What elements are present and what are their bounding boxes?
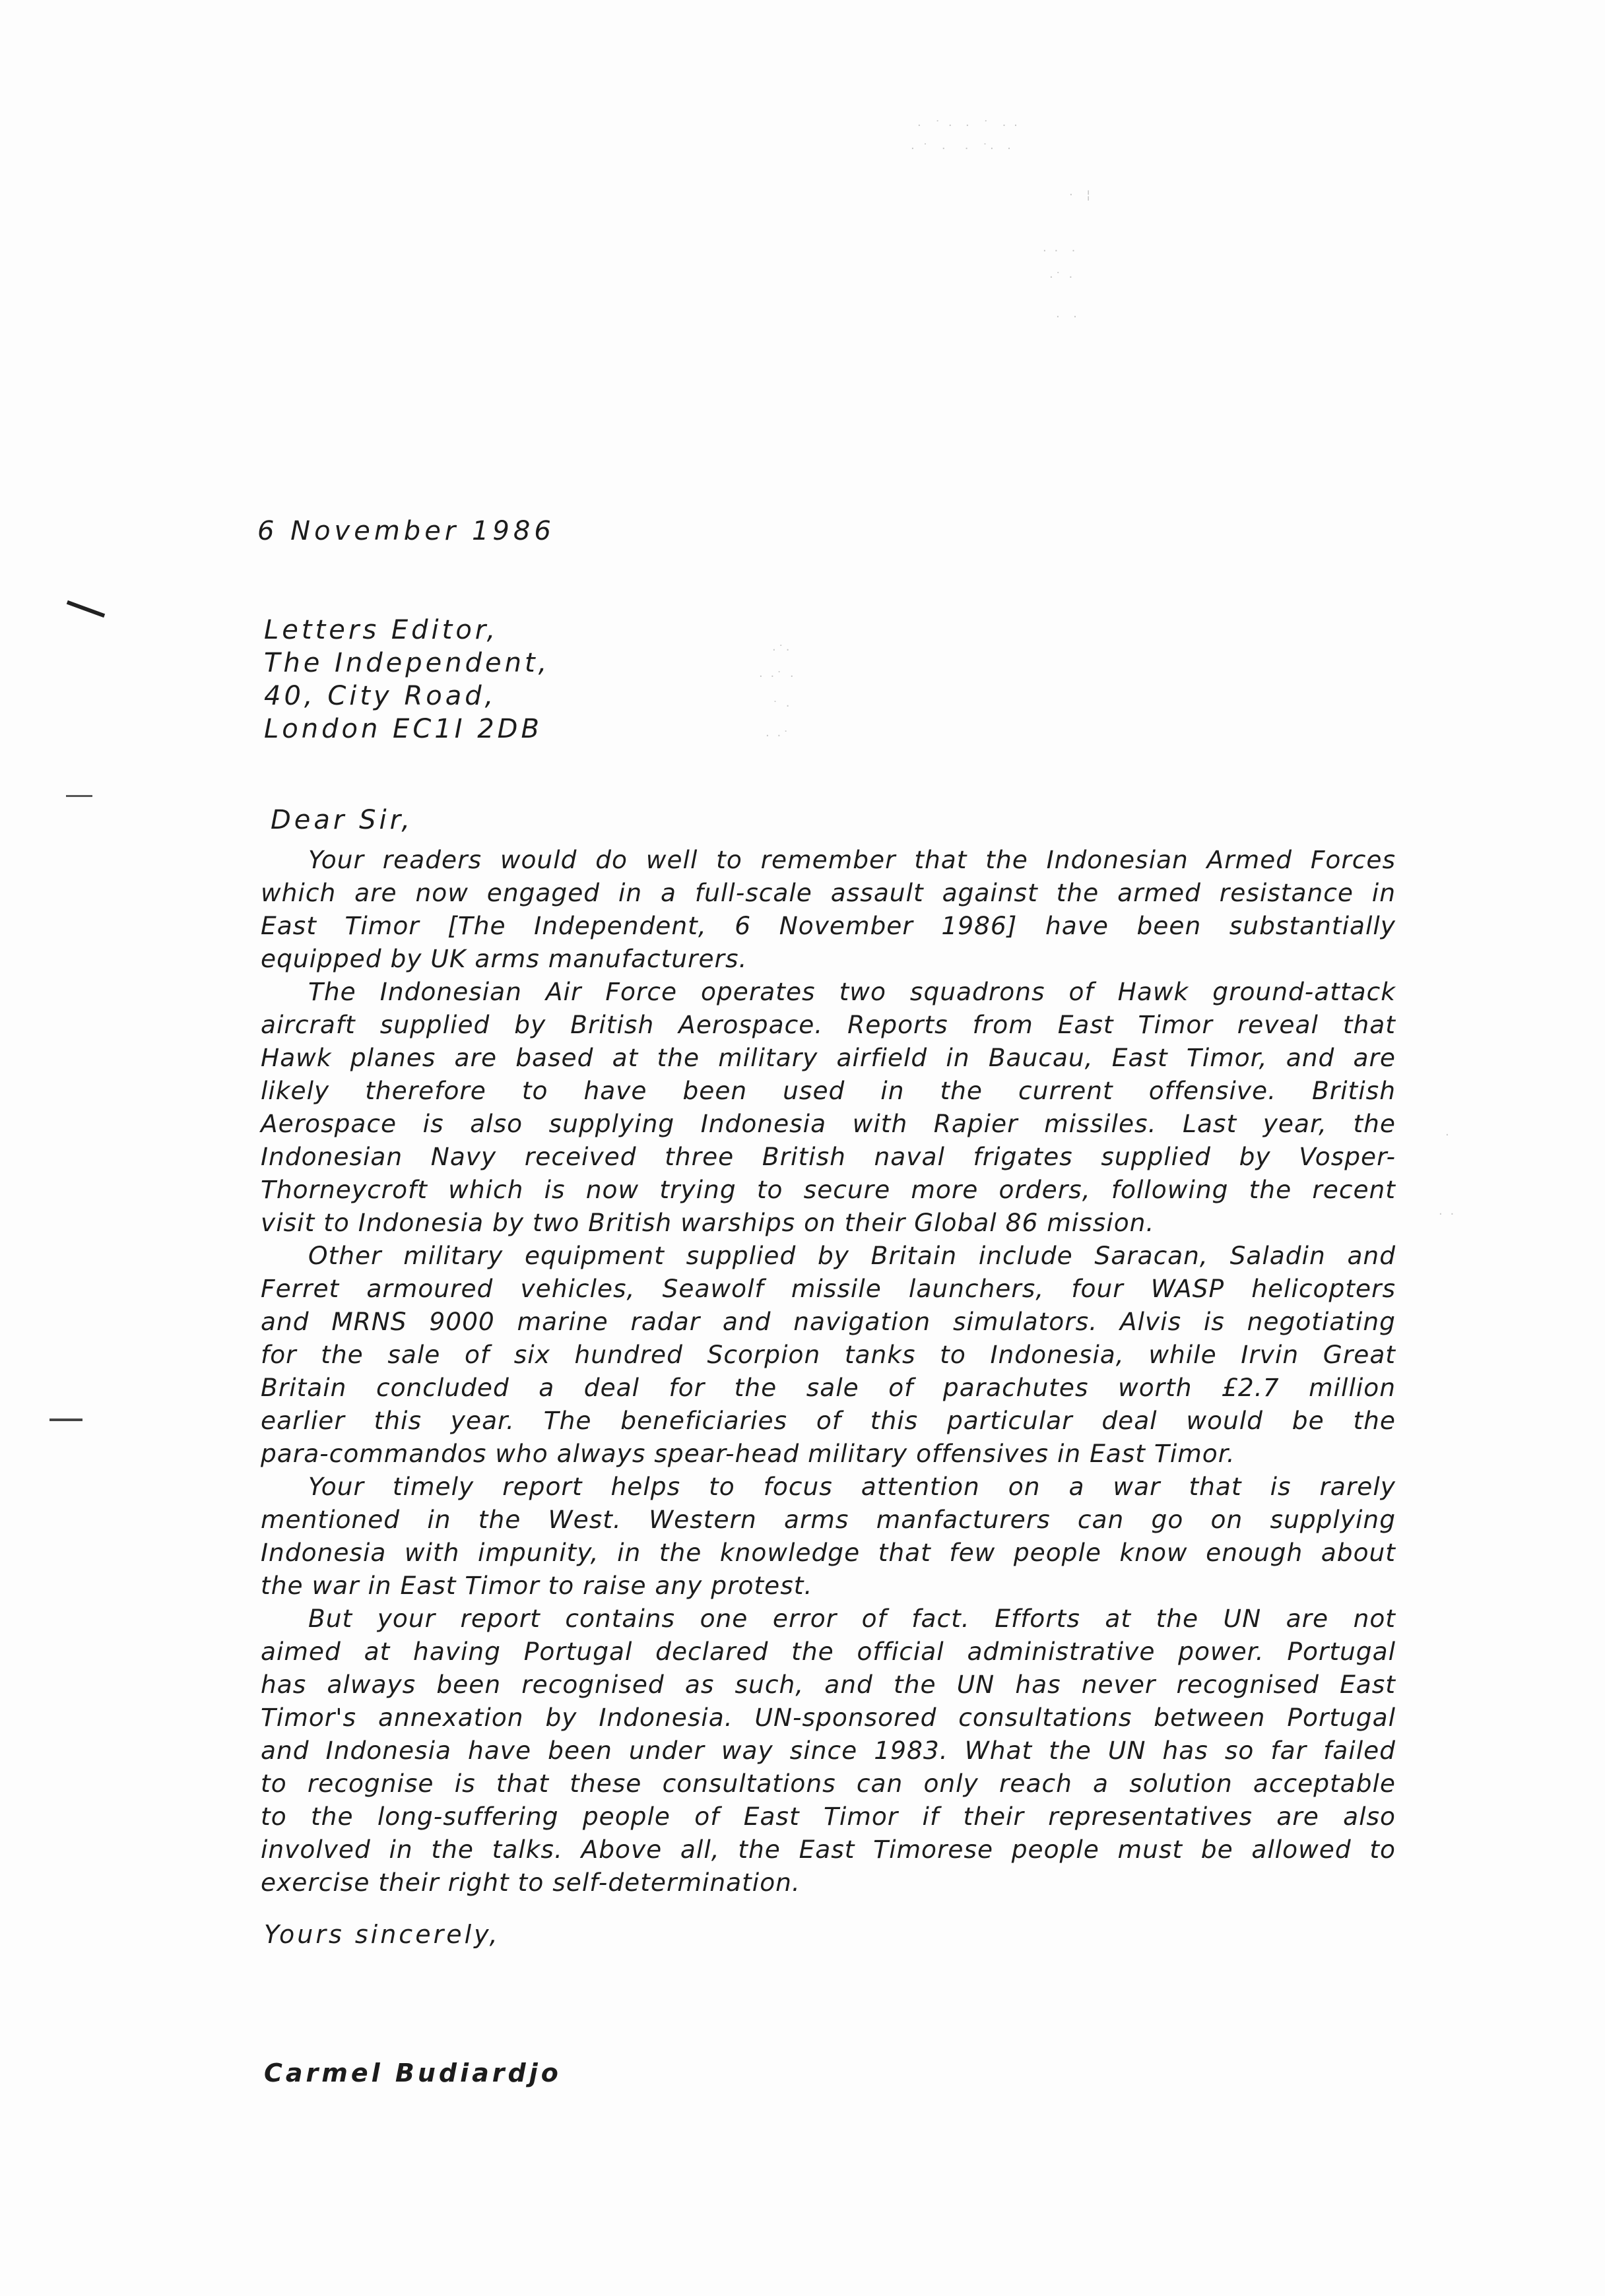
body-line: Britain concluded a deal for the sale of parachutes worth £2.7 million	[261, 1373, 1396, 1402]
body-line: equipped by UK arms manufacturers.	[261, 944, 748, 973]
address-line: London EC1I 2DB	[264, 714, 542, 744]
scan-noise-11: ·	[1445, 1128, 1451, 1142]
letter-date: 6 November 1986	[257, 516, 555, 546]
body-line: likely therefore to have been used in the current offensive. British	[261, 1076, 1396, 1105]
scan-noise-5: ·˙ ·	[1049, 271, 1075, 284]
body-line: But your report contains one error of fact. Efforts at the UN are not	[308, 1604, 1396, 1633]
body-line: Indonesian Navy received three British naval frigates supplied by Vosper-	[261, 1142, 1396, 1171]
body-line: Thorneycroft which is now trying to secure more orders, following the recent	[261, 1175, 1396, 1204]
scan-noise-3: · ¦	[1069, 188, 1093, 202]
body-line: Your timely report helps to focus attention on a war that is rarely	[308, 1472, 1396, 1501]
body-line: aimed at having Portugal declared the official administrative power. Portugal	[261, 1637, 1396, 1666]
salutation: Dear Sir,	[271, 805, 414, 835]
body-line: para-commandos who always spear-head military offensives in East Timor.	[261, 1439, 1235, 1468]
body-line: earlier this year. The beneficiaries of this particular deal would be the	[261, 1406, 1396, 1435]
body-line: Hawk planes are based at the military airfield in Baucau, East Timor, and are	[261, 1043, 1396, 1072]
scan-noise-9: ˙ ·	[772, 699, 792, 713]
signature: Carmel Budiardjo	[264, 2058, 562, 2088]
body-line: Aerospace is also supplying Indonesia with Rapier missiles. Last year, the	[261, 1109, 1396, 1138]
address-line: Letters Editor,	[264, 615, 499, 645]
body-line: Other military equipment supplied by Britain include Saracan, Saladin and	[308, 1241, 1396, 1270]
body-line: and Indonesia have been under way since 1983. What the UN has so far failed	[261, 1736, 1396, 1765]
scan-noise-10: · ·˙	[766, 729, 791, 743]
scan-noise-7: ·˙·	[772, 643, 792, 657]
closing: Yours sincerely,	[264, 1920, 500, 1949]
letter-body	[261, 843, 1396, 1899]
body-line: Ferret armoured vehicles, Seawolf missile launchers, four WASP helicopters	[261, 1274, 1396, 1303]
body-line: to the long-suffering people of East Timor if their representatives are also	[261, 1802, 1396, 1831]
recipient-address	[264, 614, 550, 746]
body-line: aircraft supplied by British Aerospace. Reports from East Timor reveal that	[261, 1010, 1396, 1039]
margin-dash-mark-1	[66, 795, 92, 797]
margin-arrow-mark	[67, 600, 105, 618]
scan-noise-4: · · ·	[1043, 244, 1078, 258]
scan-noise-1: · ˙ · · ˙ · ·	[917, 119, 1020, 133]
body-line: Your readers would do well to remember that the Indonesian Armed Forces	[308, 845, 1396, 874]
body-line: Indonesia with impunity, in the knowledge that few people know enough about	[261, 1538, 1396, 1567]
body-line: mentioned in the West. Western arms manfacturers can go on supplying	[261, 1505, 1396, 1534]
scan-noise-8: · ·˙ ·	[759, 670, 796, 684]
body-line: visit to Indonesia by two British warships on their Global 86 mission.	[261, 1208, 1155, 1237]
address-line: The Independent,	[264, 648, 550, 678]
body-line: The Indonesian Air Force operates two squadrons of Hawk ground-attack	[308, 977, 1396, 1006]
address-line: 40, City Road,	[264, 681, 497, 711]
body-line: and MRNS 9000 marine radar and navigation simulators. Alvis is negotiating	[261, 1307, 1396, 1336]
body-line: exercise their right to self-determination.	[261, 1868, 801, 1897]
margin-dash-mark-2	[49, 1419, 82, 1421]
body-line: has always been recognised as such, and the UN has never recognised East	[261, 1670, 1396, 1699]
scan-noise-2: · ˙ · · ˙· ·	[911, 142, 1013, 156]
body-line: for the sale of six hundred Scorpion tanks to Indonesia, while Irvin Great	[261, 1340, 1396, 1369]
body-line: which are now engaged in a full-scale assault against the armed resistance in	[261, 878, 1396, 907]
scan-noise-6: · ·	[1056, 310, 1079, 324]
body-line: Timor's annexation by Indonesia. UN-sponsored consultations between Portugal	[261, 1703, 1396, 1732]
body-line: East Timor [The Independent, 6 November 1986] have been substantially	[261, 911, 1396, 940]
scan-noise-12: · ·	[1439, 1207, 1457, 1221]
body-line: the war in East Timor to raise any protest.	[261, 1571, 813, 1600]
body-line: to recognise is that these consultations can only reach a solution acceptable	[261, 1769, 1396, 1798]
body-line: involved in the talks. Above all, the East Timorese people must be allowed to	[261, 1835, 1396, 1864]
